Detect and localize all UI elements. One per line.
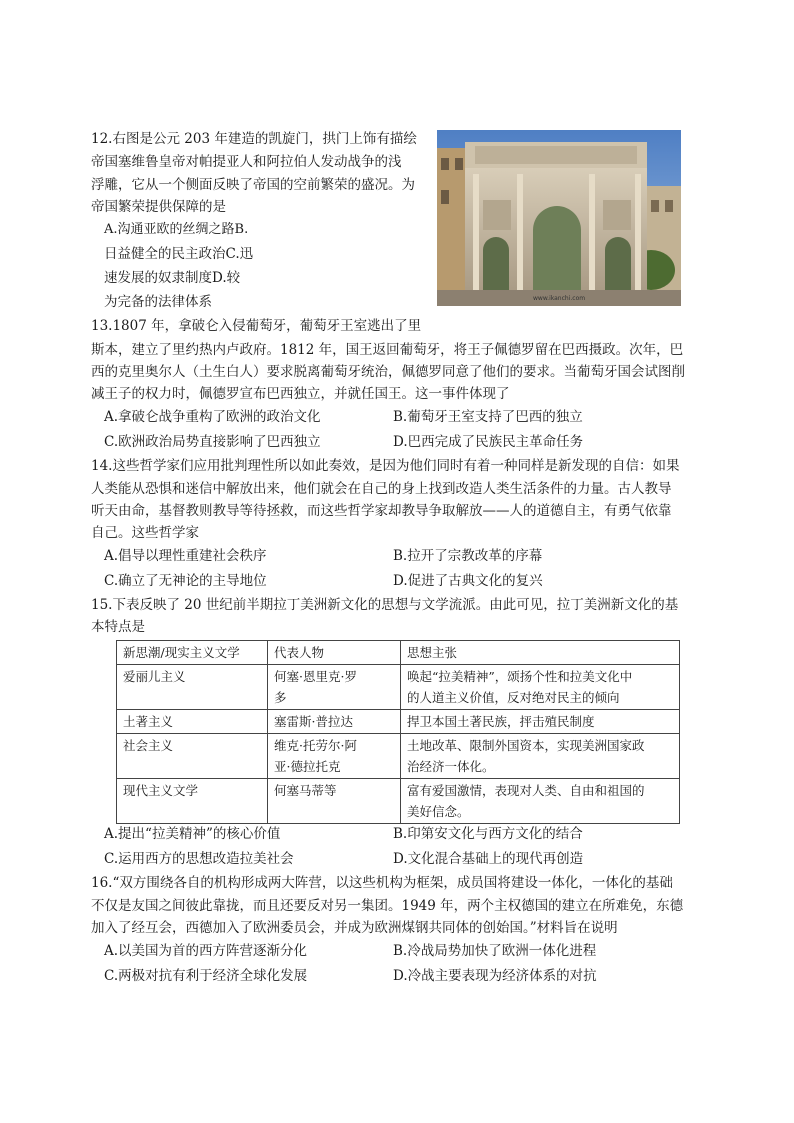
q12-stem-line-1: 12.右图是公元 203 年建造的凯旋门，拱门上饰有描绘 [91, 131, 417, 147]
q13-stem-line-4: 减王子的权力时，佩德罗宣布巴西独立，并就任国王。这一事件体现了 [91, 386, 510, 402]
table-row [117, 734, 680, 779]
table-cell: 爱丽儿主义 [117, 665, 268, 710]
q14-stem-line-2: 人类能从恐惧和迷信中解放出来，他们就会在自己的身上找到改造人类生活条件的力量。古人教导 [91, 481, 672, 497]
q13-stem-line-2: 斯本，建立了里约热内卢政府。1812 年，国王返回葡萄牙，将王子佩德罗留在巴西摄政。次年，巴 [91, 342, 684, 358]
q12-stem-line-3: 浮雕，它从一个侧面反映了帝国的空前繁荣的盛况。为 [91, 177, 415, 193]
q14-stem-line-3: 听天由命，基督教则教导等待拯救，而这些哲学家却教导争取解放——人的道德自主，有勇气依靠 [91, 503, 672, 519]
q15-stem-line-1: 15.下表反映了 20 世纪前半期拉丁美洲新文化的思想与文学流派。由此可见，拉丁美洲新文化的基 [91, 597, 679, 613]
q12-option-line-2: 日益健全的民主政治C.迅 [104, 246, 254, 262]
table-cell: 现代主义文学 [117, 779, 268, 824]
q16-stem-line-3: 加入了经互会，西德加入了欧洲委员会，并成为欧洲煤钢共同体的创始国。”材料旨在说明 [91, 920, 618, 936]
table-cell: 土著主义 [117, 710, 268, 734]
q15-option-a: A.提出“拉美精神”的核心价值 [104, 826, 281, 842]
table-cell: 维克·托劳尔·阿 亚·德拉托克 [268, 734, 401, 779]
q12-option-line-3: 速发展的奴隶制度D.较 [104, 270, 241, 286]
q16-option-a: A.以美国为首的西方阵营逐渐分化 [104, 943, 308, 959]
q14-option-c: C.确立了无神论的主导地位 [104, 573, 267, 589]
q16-option-d: D.冷战主要表现为经济体系的对抗 [393, 968, 597, 984]
table-cell: 何塞·恩里克·罗 多 [268, 665, 401, 710]
q13-stem-line-3: 西的克里奥尔人（土生白人）要求脱离葡萄牙统治，佩德罗同意了他们的要求。当葡萄牙国会试图削 [91, 364, 685, 380]
q14-stem-line-1: 14.这些哲学家们应用批判理性所以如此奏效，是因为他们同时有着一种同样是新发现的自信：如果 [91, 458, 680, 474]
table-header-cell: 新思潮/现实主义文学 [117, 641, 268, 665]
triumphal-arch-photo [437, 130, 681, 306]
table-cell: 富有爱国激情，表现对人类、自由和祖国的 美好信念。 [401, 779, 680, 824]
q13-option-a: A.拿破仑战争重构了欧洲的政治文化 [104, 409, 321, 425]
table-header-cell: 代表人物 [268, 641, 401, 665]
table-cell: 土地改革、限制外国资本，实现美洲国家政 治经济一体化。 [401, 734, 680, 779]
q15-table [116, 640, 680, 824]
q16-option-b: B.冷战局势加快了欧洲一体化进程 [393, 943, 597, 959]
q16-option-c: C.两极对抗有利于经济全球化发展 [104, 968, 308, 984]
q12-stem-line-2: 帝国塞维鲁皇帝对帕提亚人和阿拉伯人发动战争的浅 [91, 154, 402, 170]
table-row [117, 665, 680, 710]
q13-option-d: D.巴西完成了民族民主革命任务 [393, 434, 584, 450]
q15-option-b: B.印第安文化与西方文化的结合 [393, 826, 583, 842]
q14-option-d: D.促进了古典文化的复兴 [393, 573, 543, 589]
table-header-cell: 思想主张 [401, 641, 680, 665]
photo-watermark: www.ikanchi.com [533, 295, 586, 302]
q13-stem-line-1: 13.1807 年，拿破仑入侵葡萄牙，葡萄牙王室逃出了里 [91, 318, 422, 334]
q15-option-c: C.运用西方的思想改造拉美社会 [104, 851, 294, 867]
table-header-row [117, 641, 680, 665]
q12-option-line-1: A.沟通亚欧的丝绸之路B. [104, 222, 249, 237]
q13-option-b: B.葡萄牙王室支持了巴西的独立 [393, 409, 583, 425]
table-cell: 捍卫本国土著民族，抨击殖民制度 [401, 710, 680, 734]
q13-option-c: C.欧洲政治局势直接影响了巴西独立 [104, 434, 321, 450]
q14-option-a: A.倡导以理性重建社会秩序 [104, 548, 267, 564]
table-row [117, 779, 680, 824]
table-cell: 社会主义 [117, 734, 268, 779]
q14-stem-line-4: 自己。这些哲学家 [91, 525, 199, 541]
q14-option-b: B.拉开了宗教改革的序幕 [393, 548, 543, 564]
q15-option-d: D.文化混合基础上的现代再创造 [393, 851, 584, 867]
q12-stem-line-4: 帝国繁荣提供保障的是 [91, 199, 226, 215]
q15-stem-line-2: 本特点是 [91, 619, 145, 635]
table-cell: 塞雷斯·普拉达 [268, 710, 401, 734]
q16-stem-line-2: 不仅是友国之间彼此靠拢，而且还要反对另一集团。1949 年，两个主权德国的建立在所难免，东德 [91, 898, 684, 914]
q16-stem-line-1: 16.“双方围绕各自的机构形成两大阵营，以这些机构为框架，成员国将建设一体化，一体化的基础 [91, 875, 673, 891]
table-cell: 唤起“拉美精神”，颂扬个性和拉美文化中 的人道主义价值，反对绝对民主的倾向 [401, 665, 680, 710]
table-cell: 何塞马蒂等 [268, 779, 401, 824]
table-row [117, 710, 680, 734]
q12-option-line-4: 为完备的法律体系 [104, 294, 212, 310]
